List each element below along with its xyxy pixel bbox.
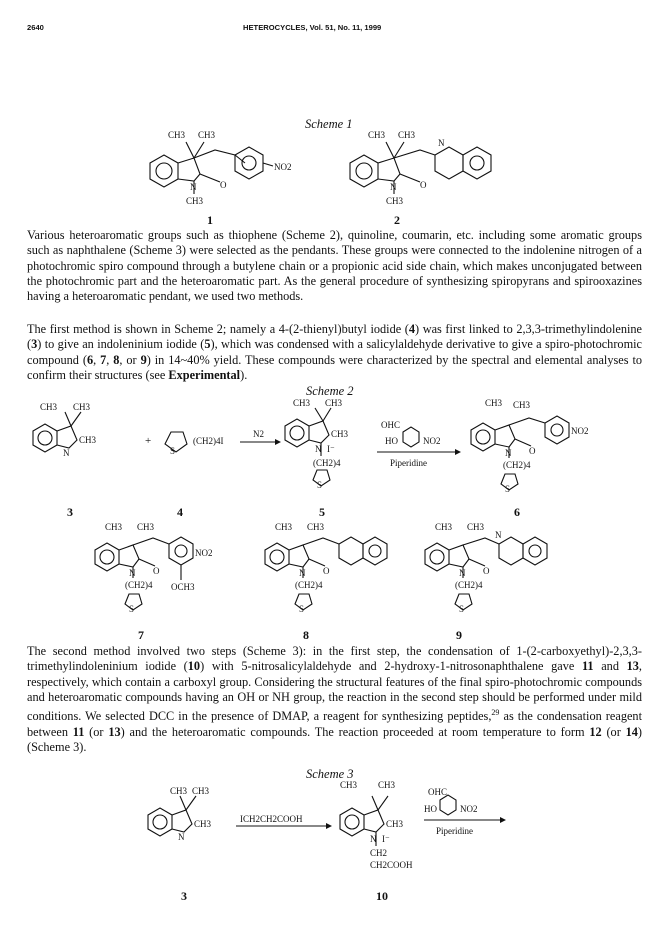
ch2cooh-label: CH2COOH [370,860,413,870]
compound-number: 6 [514,505,520,519]
paragraph-2: The first method is shown in Scheme 2; namely a 4-(2-thienyl)butyl iodide (4) was first linked to 2,3,3-trimethylindolenine (3) to give an indoleninium iodide (5), which was condensed with a salicylaldehyde derivative to give a spiro-photochromic compound (6, 7, 8, or 9) in 14~40% yield. These compounds were characterized by the spectral and elemental analyses to confirm their structures (see Experimental). [27,322,643,382]
no2-label: NO2 [460,804,478,814]
ch3-label: CH3 [378,780,396,790]
ch3-label: CH3 [79,435,97,445]
compound-number: 7 [138,628,144,642]
svg-text:+: + [145,435,152,447]
ch3-label: CH3 [307,522,325,532]
ohc-label: OHC [428,787,448,797]
compound-number: 5 [319,505,325,519]
ch3-label: CH3 [198,130,216,140]
ch3-label: CH3 [73,402,91,412]
scheme-3-reaction [140,780,540,890]
no2-label: NO2 [571,426,589,436]
ch2-4-label: (CH2)4 [295,580,323,590]
page-number: 2640 [27,23,44,32]
compound-6-structure [471,398,589,494]
n-label: N [495,530,502,540]
compound-4-structure [165,432,224,456]
ch3-label: CH3 [331,429,349,439]
iodide-label: I⁻ [382,834,390,844]
ch2-4-label: (CH2)4 [455,580,483,590]
ch3-label: CH3 [368,130,386,140]
ch3-label: CH3 [340,780,358,790]
n-label: N [505,448,512,458]
compound-number: 10 [376,889,388,903]
paragraph-3: The second method involved two steps (Scheme 3): in the first step, the condensation of 1-(2-carboxyethyl)-2,3,3-trimethylindoleninium iodide (10) with 5-nitrosalicylaldehyde and 2-hydroxy-1-nitrosonaphthalene gave 11 and 13, respectively, which contain a carboxyl group. Considering the structural features of the final spiro-photochromic compounds and heteroaromatic compounds having an OH or NH group, the reaction in the second step should be performed under mild conditions. We selected DCC in the presence of DMAP, a reagent for synthesizing peptides,$^{29}$ as the condensation reagent between 11 (or 13) and the heteroaromatic compounds. The reaction proceeded at room temperature to form 12 (or 14) (Scheme 3). [27,644,642,754]
no2-label: NO2 [423,436,441,446]
n-label: N [438,138,445,148]
ch3-label: CH3 [170,786,188,796]
ch3-label: CH3 [293,398,311,408]
salicylaldehyde-reagent [377,420,461,468]
scheme-2-caption: Scheme 2 [306,384,354,398]
compound-8-structure [265,522,387,614]
iodide-label: I⁻ [327,444,335,454]
n-label: N [390,182,397,192]
n-label: N [299,568,306,578]
compound-number: 2 [394,213,400,227]
s-label: S [129,604,135,614]
s-label: S [170,446,176,456]
s-label: S [317,480,323,490]
n-label: N [459,568,466,578]
compound-1-structure [150,130,292,206]
n-label: N [178,832,185,842]
ch3-label: CH3 [435,522,453,532]
compound-2-structure [350,130,491,206]
o-label: O [323,566,330,576]
ho-label: HO [385,436,398,446]
scheme-1-caption: Scheme 1 [305,117,353,131]
compound-number: 8 [303,628,309,642]
o-label: O [220,180,227,190]
n-label: N [190,182,197,192]
n-label: N [370,834,377,844]
ch3-label: CH3 [194,819,212,829]
s-label: S [459,604,465,614]
ch3-label: CH3 [325,398,343,408]
o-label: O [529,446,536,456]
ch3-label: CH3 [186,196,204,206]
s-label: S [505,484,511,494]
compound-3-structure [33,402,97,458]
paragraph-1: Various heteroaromatic groups such as thiophene (Scheme 2), quinoline, coumarin, etc. including some aromatic groups such as naphthalene (Scheme 3) were selected as the pendants. These groups were connected to the indolenine nitrogen of a photochromic spiro compound through a butylene chain or a propionic acid side chain, which makes unconjugated between the photochromic part and the heteroaromatic part. As the general procedure of synthesizing spiropyrans and spirooxazines having a heteroaromatic pendant, we used two methods. [27,228,642,304]
ch2-4-i-label: (CH2)4I [193,436,224,446]
ch3-label: CH3 [485,398,503,408]
ch3-label: CH3 [467,522,485,532]
salicylaldehyde-reagent [424,787,506,836]
compound-7-structure [95,522,213,614]
piperidine-label: Piperidine [390,458,427,468]
compound-number: 9 [456,628,462,642]
ch3-label: CH3 [398,130,416,140]
o-label: O [483,566,490,576]
ho-label: HO [424,804,437,814]
piperidine-label: Piperidine [436,826,473,836]
n-label: N [315,444,322,454]
o-label: O [153,566,160,576]
compound-number: 4 [177,505,183,519]
no2-label: NO2 [274,162,292,172]
compound-number: 3 [67,505,73,519]
ch2-4-label: (CH2)4 [503,460,531,470]
compound-number: 3 [181,889,187,903]
compound-5-structure [285,398,349,490]
compound-3-structure [148,786,212,842]
compound-10-structure [340,780,413,870]
scheme-2-product-row [85,520,585,625]
no2-label: NO2 [195,548,213,558]
compound-9-structure [425,522,547,614]
och3-label: OCH3 [171,582,195,592]
o-label: O [420,180,427,190]
ch3-label: CH3 [105,522,123,532]
scheme-3-caption: Scheme 3 [306,767,354,781]
n2-label: N2 [253,429,264,439]
ch2-4-label: (CH2)4 [125,580,153,590]
ch3-label: CH3 [168,130,186,140]
ohc-label: OHC [381,420,401,430]
ch3-label: CH3 [386,819,404,829]
ch3-label: CH3 [513,400,531,410]
ch2-4-label: (CH2)4 [313,458,341,468]
n-label: N [129,568,136,578]
ch2-label: CH2 [370,848,388,858]
compound-number: 1 [207,213,213,227]
s-label: S [299,604,305,614]
ch3-label: CH3 [40,402,58,412]
running-header: HETEROCYCLES, Vol. 51, No. 11, 1999 [243,23,382,32]
ch3-label: CH3 [386,196,404,206]
n-label: N [63,448,70,458]
reagent-label: ICH2CH2COOH [240,814,303,824]
ch3-label: CH3 [137,522,155,532]
ch3-label: CH3 [192,786,210,796]
ch3-label: CH3 [275,522,293,532]
scheme-2-reaction-row [25,396,645,511]
